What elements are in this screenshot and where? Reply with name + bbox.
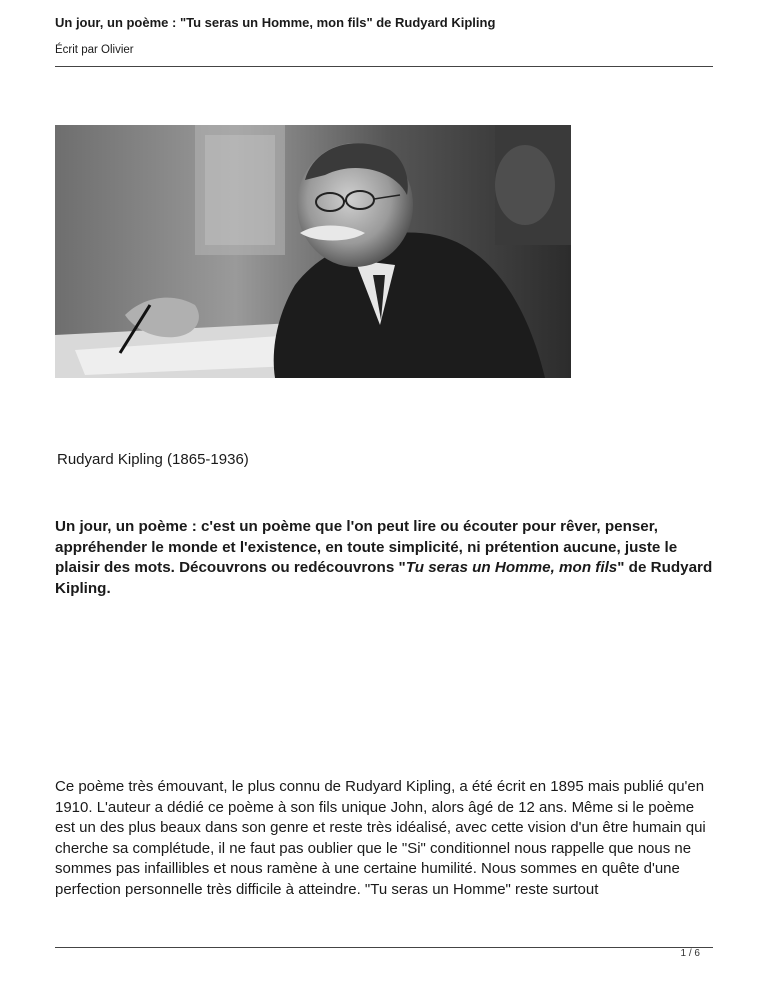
intro-paragraph xyxy=(55,517,715,599)
page-number: 1 / 6 xyxy=(680,948,700,959)
author-line: Écrit par Olivier xyxy=(55,44,134,56)
header-divider xyxy=(55,66,713,67)
document-title: Un jour, un poème : "Tu seras un Homme, mon fils" de Rudyard Kipling xyxy=(55,15,496,30)
portrait-photo-icon xyxy=(55,125,571,378)
intro-text: Un jour, un poème : c'est un poème que l'on peut lire ou écouter pour rêver, penser, appréhender le monde et l'existence, en toute simplicité, ni prétention aucune, juste le plaisir des mots. Découvrons ou redécouvrons " xyxy=(55,518,678,576)
intro-text-end: " de Rudyard Kipling. xyxy=(55,559,713,597)
body-paragraph: Ce poème très émouvant, le plus connu de Rudyard Kipling, a été écrit en 1895 mais publié qu'en 1910. L'auteur a dédié ce poème à son fils unique John, alors âgé de 12 ans. Même si le poème est un des plus beaux dans son genre et reste très idéalisé, avec cette vision d'un être humain qui cherche sa complétude, il ne faut pas oublier que le "Si" conditionnel nous rappelle que nous ne sommes pas infaillibles et nous ramène à une certaine humilité. Nous sommes en quête d'une perfection personnelle très difficile à atteindre. "Tu seras un Homme" reste surtout xyxy=(55,778,706,898)
footer-divider xyxy=(55,947,713,948)
poem-title: Tu seras un Homme, mon fils xyxy=(405,559,618,576)
photo-caption: Rudyard Kipling (1865-1936) xyxy=(57,451,249,468)
